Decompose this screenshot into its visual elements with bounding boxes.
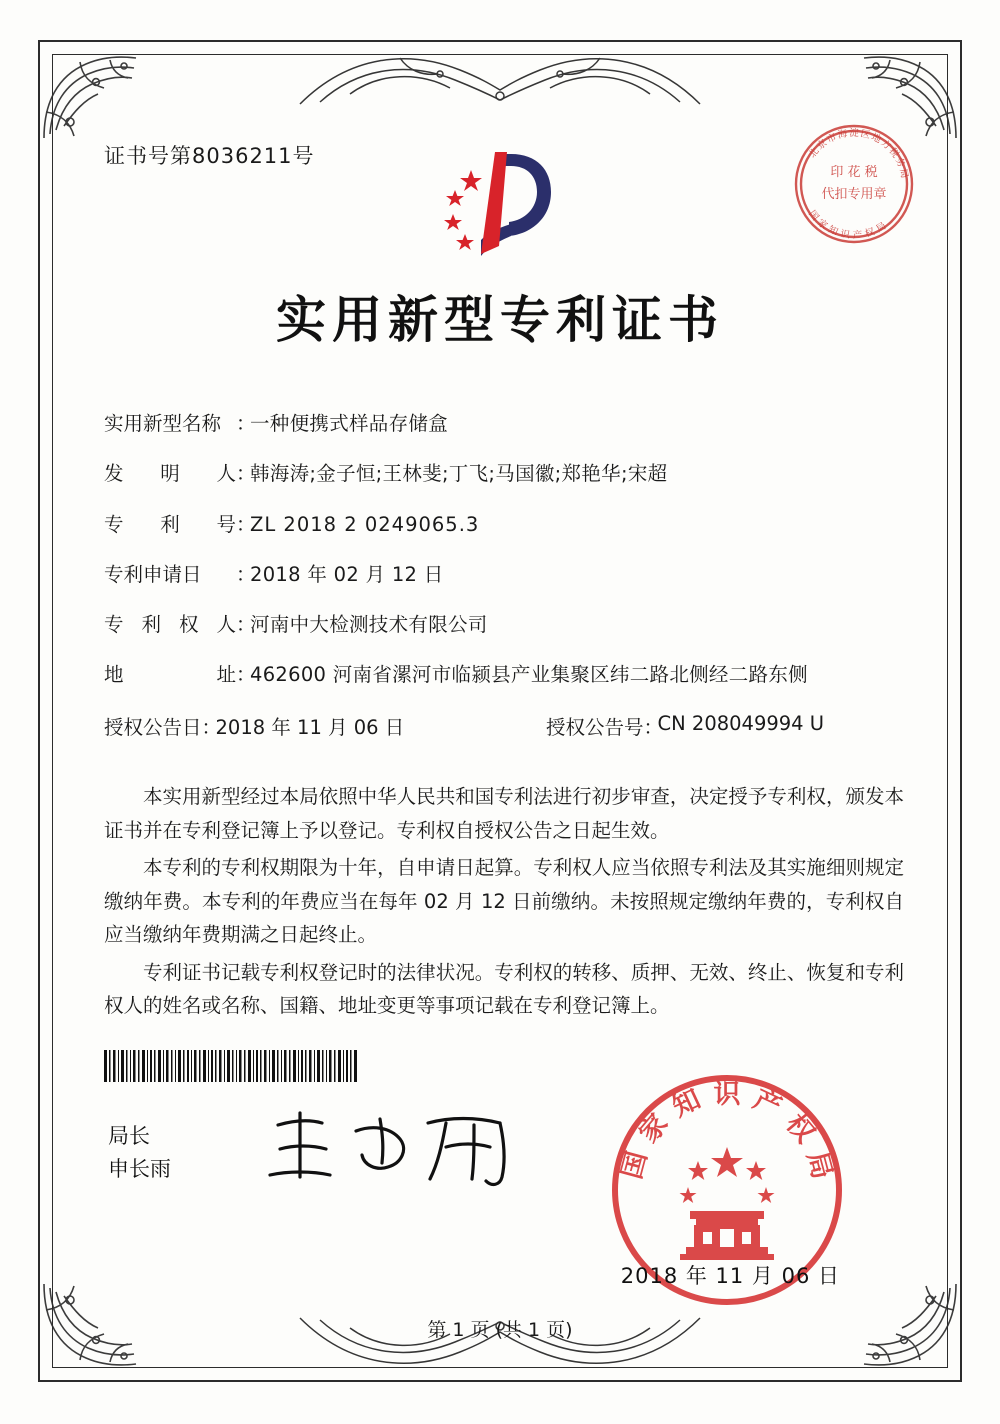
svg-text:方: 方 <box>878 137 893 153</box>
field-colon: ： <box>201 715 222 739</box>
certificate-content <box>90 120 910 1341</box>
field-colon: ： <box>236 613 256 637</box>
field-colon: ： <box>236 562 256 586</box>
field-label-patentee <box>104 611 236 639</box>
tax-stamp-seal-icon <box>784 114 924 254</box>
top-ornament-icon <box>290 44 710 114</box>
grant-number-value: CN 208049994 U <box>657 711 825 735</box>
field-row-address <box>104 661 910 689</box>
barcode <box>104 1050 374 1082</box>
field-row-patent-number <box>104 511 910 539</box>
field-colon: ： <box>236 412 256 435</box>
svg-text:代扣专用章: 代扣专用章 <box>821 187 887 202</box>
svg-text:税: 税 <box>886 145 902 161</box>
label-char: 地 <box>104 663 124 687</box>
grant-date-label: 授权公告日 <box>104 715 202 739</box>
svg-text:权: 权 <box>863 226 877 240</box>
label-char: 利 <box>141 613 161 637</box>
field-label-application-date: 专利申请日 <box>104 562 202 586</box>
field-label-inventors <box>104 460 236 488</box>
svg-text:局: 局 <box>897 167 910 180</box>
label-char: 明 <box>160 462 180 486</box>
field-value-address: 462600 河南省漯河市临颍县产业集聚区纬二路北侧经二路东侧 <box>250 663 808 687</box>
svg-text:海: 海 <box>836 128 849 142</box>
grant-date-group <box>104 712 534 740</box>
page-title: 实用新型专利证书 <box>276 291 724 349</box>
signature-name: 申长雨 <box>108 1156 171 1181</box>
svg-text:家: 家 <box>815 217 830 232</box>
field-value-application-date: 2018 年 02 月 12 日 <box>250 562 444 586</box>
field-colon: ： <box>236 663 256 687</box>
svg-text:务: 务 <box>892 156 907 170</box>
paragraph-2: 本专利的专利权期限为十年，自申请日起算。专利权人应当依照专利法及其实施细则规定缴纳年费。本专利的年费应当在每年 02 月 12 日前缴纳。未按照规定缴纳年费的，专利权自应当缴纳年费期满之日起终止。 <box>104 856 904 947</box>
svg-text:国: 国 <box>806 208 821 223</box>
grant-row <box>104 712 910 740</box>
svg-text:局: 局 <box>800 1148 838 1183</box>
field-colon: ： <box>643 715 664 739</box>
grant-number-group <box>534 712 910 740</box>
label-char: 专 <box>104 512 124 536</box>
paragraph-1: 本实用新型经过本局依照中华人民共和国专利法进行初步审查，决定授予专利权，颁发本证书并在专利登记簿上予以登记。专利权自授权公告之日起生效。 <box>104 785 904 842</box>
svg-text:产: 产 <box>748 1083 787 1124</box>
svg-text:局: 局 <box>874 220 889 235</box>
label-char: 发 <box>104 462 124 486</box>
field-row-inventors <box>104 460 910 488</box>
label-char: 址 <box>216 663 236 687</box>
svg-text:国: 国 <box>616 1148 654 1183</box>
field-colon: ： <box>236 512 256 536</box>
signature-block <box>108 1120 171 1185</box>
field-value-patent-number: ZL 2018 2 0249065.3 <box>250 512 480 536</box>
field-value-name: 一种便携式样品存储盒 <box>250 412 449 435</box>
svg-text:北: 北 <box>806 145 822 161</box>
field-row-patentee <box>104 611 910 639</box>
field-label-patent-number <box>104 511 236 539</box>
svg-text:印 花 税: 印 花 税 <box>830 165 878 180</box>
label-char: 利 <box>160 512 180 536</box>
field-label-name: 实用新型名称 <box>104 412 222 435</box>
svg-text:市: 市 <box>825 131 839 146</box>
body-paragraphs <box>104 780 904 1027</box>
svg-text:淀: 淀 <box>849 128 859 139</box>
svg-text:产: 产 <box>852 229 863 242</box>
field-value-patentee: 河南中大检测技术有限公司 <box>250 613 488 637</box>
label-char: 专 <box>104 613 124 637</box>
svg-text:知: 知 <box>826 224 840 239</box>
paragraph-3: 专利证书记载专利权登记时的法律状况。专利权的转移、质押、无效、终止、恢复和专利权人的姓名或名称、国籍、地址变更等事项记载在专利登记簿上。 <box>104 960 904 1018</box>
svg-text:地: 地 <box>869 131 883 146</box>
page-footer: 第 1 页 (共 1 页) <box>427 1319 573 1341</box>
field-row-name <box>104 410 910 438</box>
label-char: 号 <box>216 512 236 536</box>
field-colon: ： <box>236 462 256 486</box>
svg-text:识: 识 <box>713 1079 741 1110</box>
grant-number-label: 授权公告号 <box>546 715 644 739</box>
svg-text:区: 区 <box>859 128 872 142</box>
field-list <box>104 410 910 750</box>
svg-text:识: 识 <box>839 228 851 241</box>
svg-text:京: 京 <box>815 137 830 153</box>
field-label-address <box>104 661 236 689</box>
certificate-number: 证书号第8036211号 <box>104 144 315 168</box>
handwritten-signature-icon <box>260 1105 540 1195</box>
label-char: 人 <box>216 613 236 637</box>
seal-date: 2018 年 11 月 06 日 <box>620 1264 840 1288</box>
grant-date-value: 2018 年 11 月 06 日 <box>215 715 405 739</box>
cnipa-logo-icon <box>425 136 575 266</box>
svg-text:知: 知 <box>667 1083 706 1124</box>
field-row-application-date <box>104 561 910 589</box>
field-value-inventors: 韩海涛;金子恒;王林斐;丁飞;马国徽;郑艳华;宋超 <box>250 462 668 486</box>
label-char: 权 <box>178 613 199 637</box>
label-char: 人 <box>216 462 236 486</box>
signature-role: 局长 <box>108 1124 150 1148</box>
svg-text:权: 权 <box>779 1108 821 1149</box>
svg-text:家: 家 <box>633 1108 675 1149</box>
